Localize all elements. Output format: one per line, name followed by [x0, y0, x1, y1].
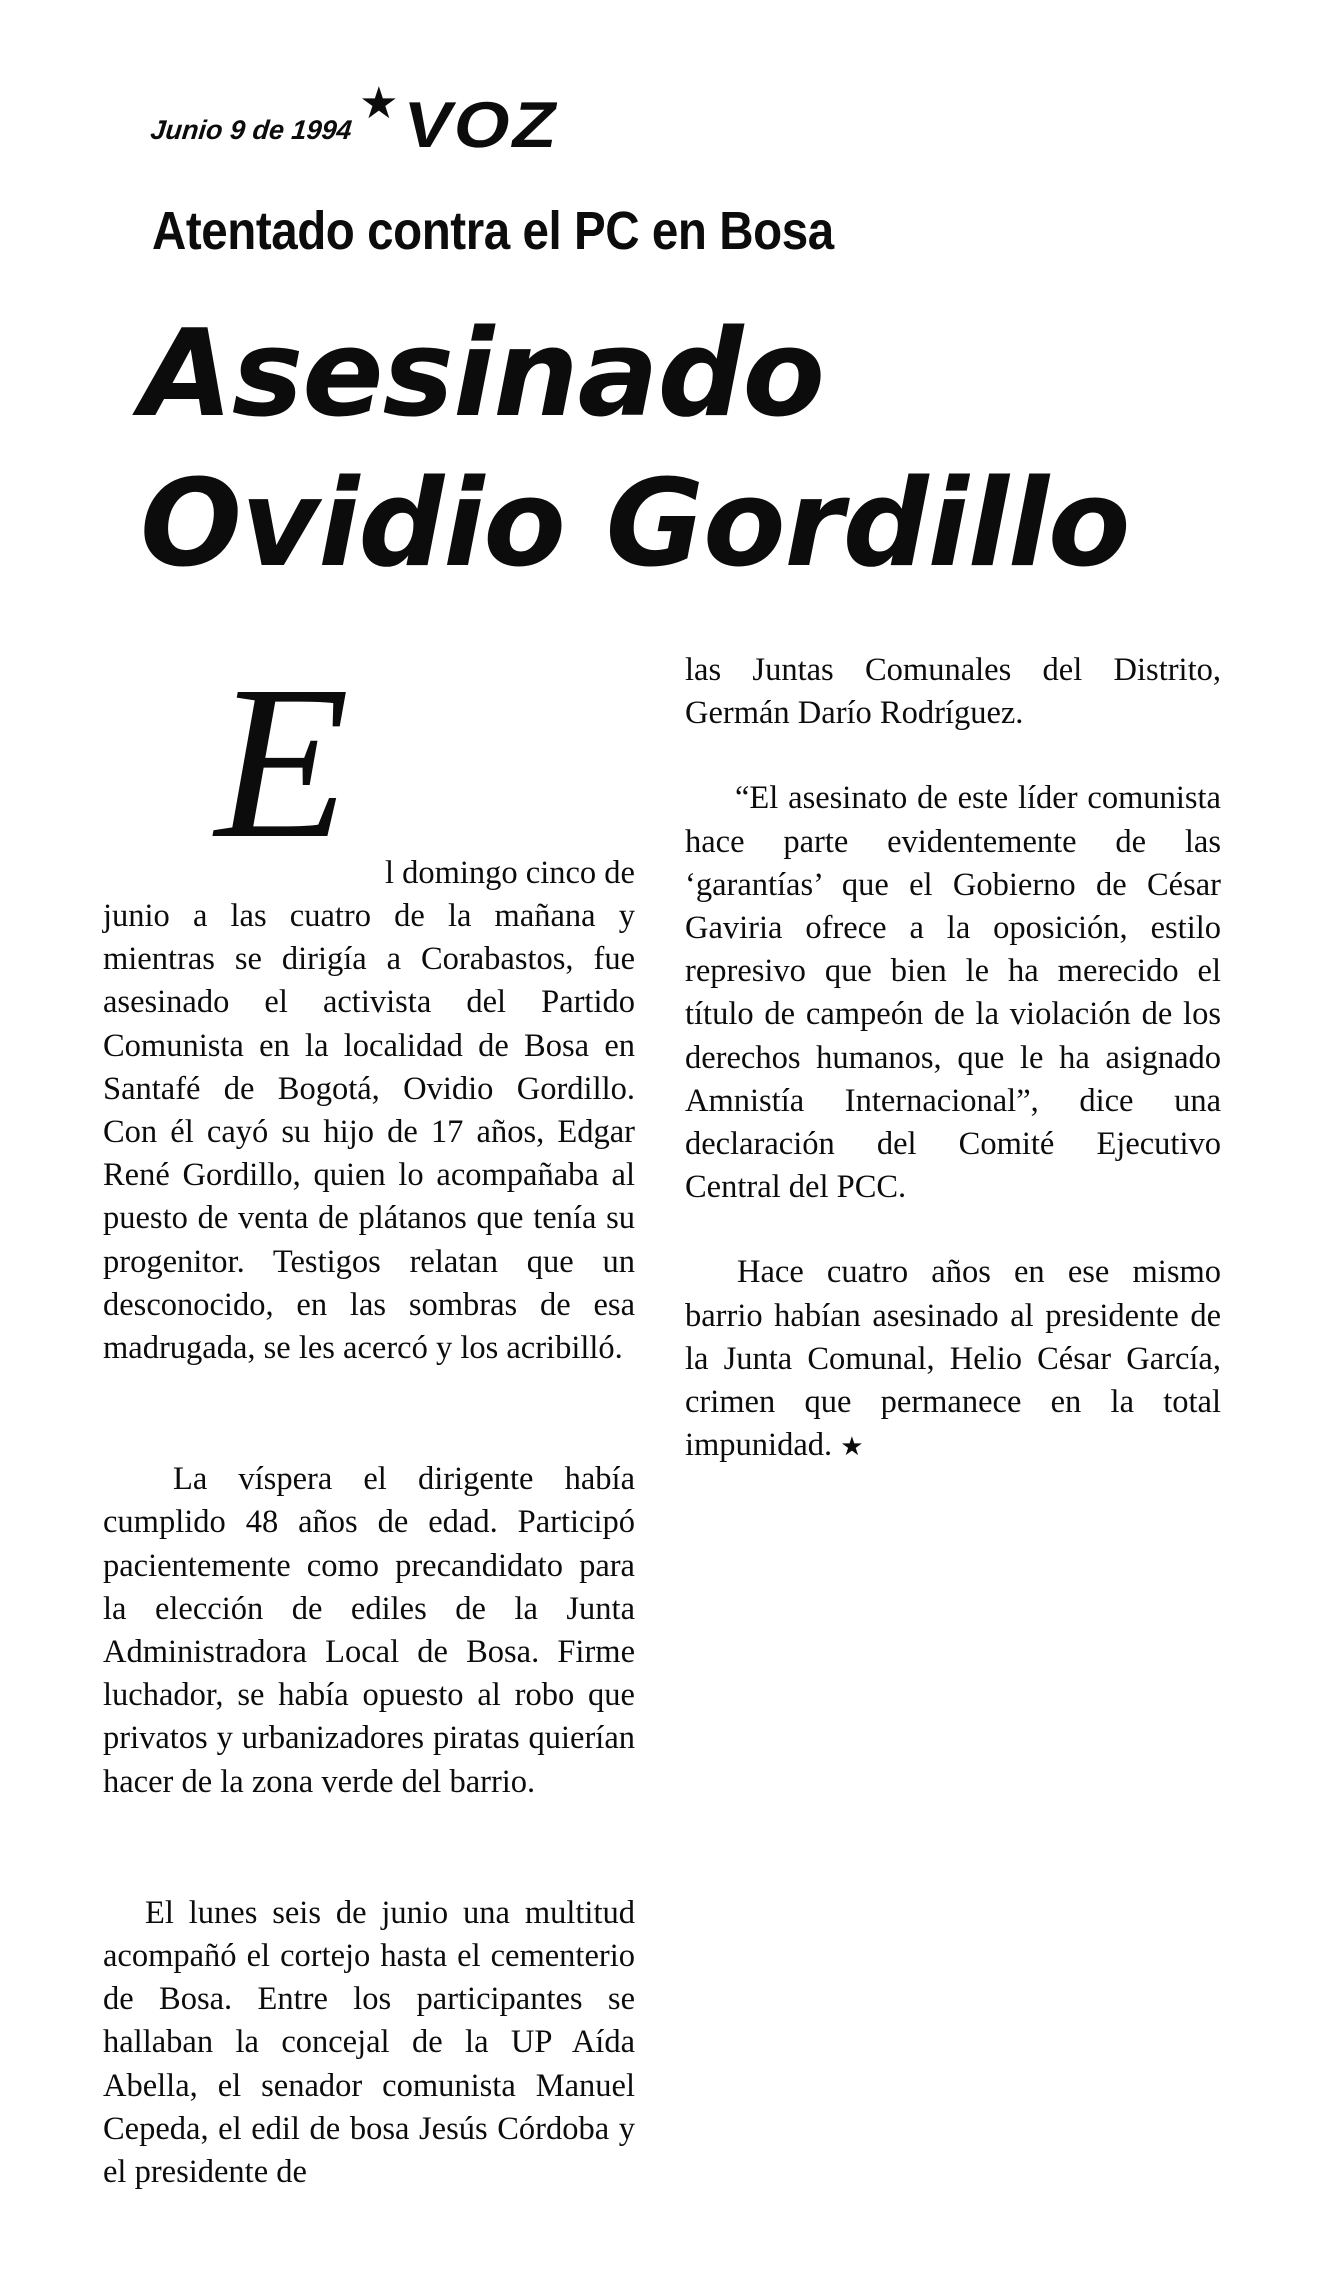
drop-cap: E [215, 640, 350, 884]
publication-logo: VOZ [397, 89, 565, 162]
paragraph-4: las Juntas Comunales del Distrito, Germán Darío Rodríguez. [685, 652, 1221, 732]
opening-line: l domingo cinco de [384, 854, 635, 891]
paragraph-6 [685, 1251, 1221, 1469]
article-opening [103, 640, 635, 895]
paragraph-3: El lunes seis de junio una multitud acompañó el cortejo hasta el cementerio de Bosa. Entre los participantes se hallaban la concejal de la UP Aída Abella, el senador comunista Manuel Cepeda, el edil de bosa Jesús Córdoba y el presidente de [103, 1894, 635, 2191]
headline-line-1: Asesinado [140, 305, 824, 444]
article-column-right [685, 649, 1221, 1469]
star-icon: ★ [359, 78, 399, 129]
headline-line-2: Ovidio Gordillo [140, 455, 1130, 594]
paragraph-1: junio a las cuatro de la mañana y mientras se dirigía a Corabastos, fue asesinado el activista del Partido Comunista en la localidad de Bosa en Santafé de Bogotá, Ovidio Gordillo. Con él cayó su hijo de 17 años, Edgar René Gordillo, quien lo acompañaba al puesto de venta de plátanos que tenía su progenitor. Testigos relatan que un desconocido, en las sombras de esa madrugada, se les acercó y los acribilló. [103, 898, 635, 1367]
main-headline [140, 300, 1129, 600]
paragraph-2: La víspera el dirigente había cumplido 48 años de edad. Participó pacientemente como precandidato para la elección de ediles de la Junta Administradora Local de Bosa. Firme luchador, se había opuesto al robo que privatos y urbanizadores piratas quierían hacer de la zona verde del barrio. [103, 1461, 635, 1800]
issue-date: Junio 9 de 1994 [149, 115, 354, 145]
paragraph-5: “El asesinato de este líder comunista hace parte evidentemente de las ‘garantías’ que el Gobierno de César Gaviria ofrece a la oposición, estilo represivo que bien le ha merecido el título de campeón de la violación de los derechos humanos, que le ha asignado Amnistía Internacional”, dice una declaración del Comité Ejecutivo Central del PCC. [685, 780, 1221, 1206]
paragraph-6-text: Hace cuatro años en ese mismo barrio habían asesinado al presidente de la Junta Comunal, Helio César García, crimen que permanece en la total impunidad. [685, 1254, 1221, 1464]
article-column-left [103, 640, 635, 2194]
masthead [149, 78, 565, 162]
end-star-icon: ★ [840, 1432, 864, 1463]
kicker-headline: Atentado contra el PC en Bosa [152, 201, 834, 261]
